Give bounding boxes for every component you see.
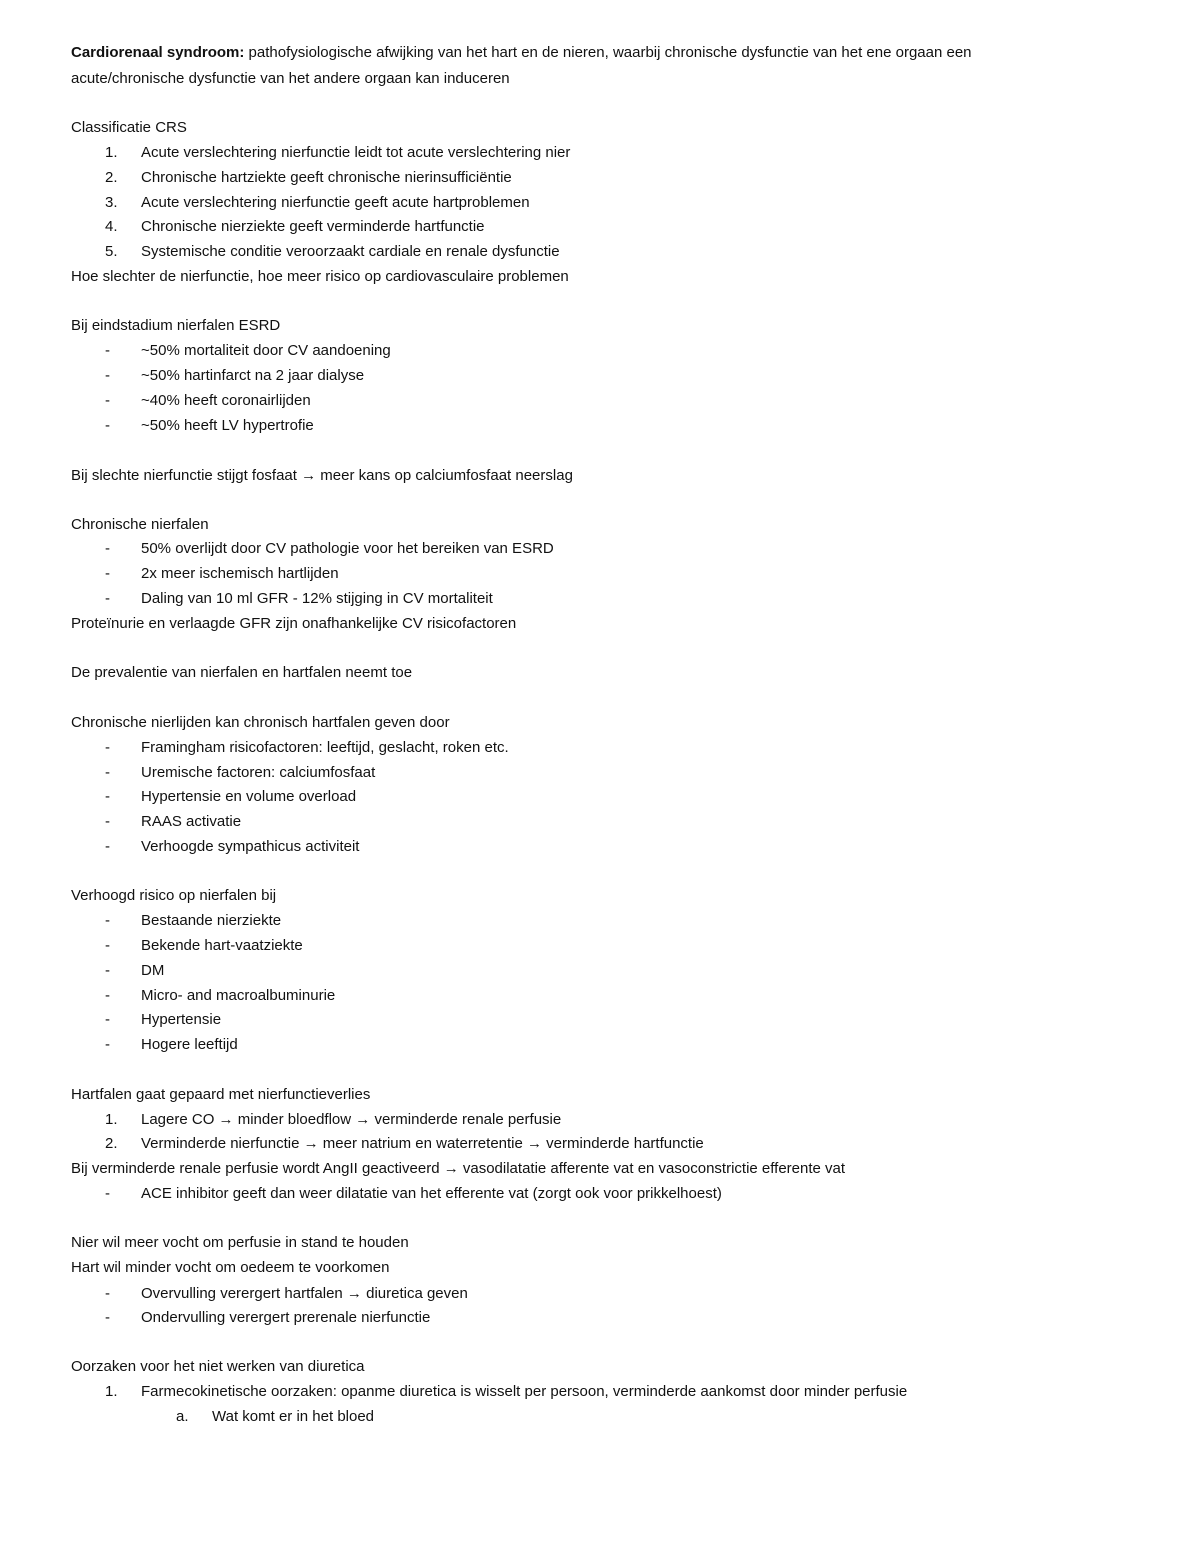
list-marker: -	[105, 1036, 110, 1053]
list-item	[105, 738, 509, 758]
list-text: Farmecokinetische oorzaken: opanme diuretica is wisselt per persoon, verminderde aankomst door minder perfusie	[141, 1383, 908, 1400]
list-marker: -	[105, 367, 110, 384]
intro-definition-1: pathofysiologische afwijking van het hart en de nieren, waarbij chronische dysfunctie van het ene orgaan een	[248, 44, 972, 61]
list-text: RAAS activatie	[141, 813, 242, 830]
list-text: DM	[141, 962, 165, 979]
list-item	[105, 564, 339, 584]
list-item	[105, 1010, 221, 1030]
list-item	[105, 1284, 468, 1304]
list-marker: -	[105, 813, 110, 830]
list-marker: -	[105, 392, 110, 409]
list-text: Verhoogde sympathicus activiteit	[141, 838, 360, 855]
list-item	[105, 763, 375, 783]
list-text: Hypertensie en volume overload	[141, 788, 357, 805]
list-item	[105, 391, 311, 411]
chronic-failure-heading: Chronische nierfalen	[71, 516, 209, 533]
diuretics-heading: Oorzaken voor het niet werken van diuretica	[71, 1358, 365, 1375]
list-item	[105, 986, 335, 1006]
list-marker: -	[105, 962, 110, 979]
list-marker: -	[105, 342, 110, 359]
intro-definition-2: acute/chronische dysfunctie van het andere orgaan kan induceren	[71, 70, 510, 87]
list-text: Chronische nierziekte geeft verminderde hartfunctie	[141, 218, 485, 235]
list-item	[105, 193, 530, 213]
list-text: Framingham risicofactoren: leeftijd, geslacht, roken etc.	[141, 739, 509, 756]
list-marker: -	[105, 590, 110, 607]
chronic-kidney-heading: Chronische nierlijden kan chronisch hartfalen geven door	[71, 714, 450, 731]
list-text: Wat komt er in het bloed	[212, 1408, 375, 1425]
list-marker: -	[105, 1185, 110, 1202]
list-text: Bekende hart-vaatziekte	[141, 937, 303, 954]
list-text: Acute verslechtering nierfunctie leidt tot acute verslechtering nier	[141, 144, 571, 161]
list-text: Overvulling verergert hartfalen → diuretica geven	[141, 1285, 468, 1302]
list-item	[105, 217, 485, 237]
intro-term: Cardiorenaal syndroom:	[71, 44, 245, 61]
list-marker: -	[105, 1309, 110, 1326]
list-marker: 2.	[105, 1135, 118, 1152]
list-text: ~50% mortaliteit door CV aandoening	[141, 342, 391, 359]
classification-heading: Classificatie CRS	[71, 119, 187, 136]
list-item	[105, 416, 314, 436]
classification-note: Hoe slechter de nierfunctie, hoe meer risico op cardiovasculaire problemen	[71, 268, 569, 285]
list-marker: -	[105, 937, 110, 954]
list-text: Uremische factoren: calciumfosfaat	[141, 764, 376, 781]
list-marker: -	[105, 838, 110, 855]
list-text: Ondervulling verergert prerenale nierfunctie	[141, 1309, 431, 1326]
risk-heading: Verhoogd risico op nierfalen bij	[71, 887, 277, 904]
list-text: Hogere leeftijd	[141, 1036, 238, 1053]
list-item	[105, 589, 493, 609]
list-marker: 1.	[105, 144, 118, 161]
chronic-failure-note: Proteïnurie en verlaagde GFR zijn onafhankelijke CV risicofactoren	[71, 615, 517, 632]
list-item	[105, 911, 281, 931]
list-text: Systemische conditie veroorzaakt cardiale en renale dysfunctie	[141, 243, 560, 260]
list-text: 2x meer ischemisch hartlijden	[141, 565, 339, 582]
list-marker: -	[105, 1285, 110, 1302]
list-item	[105, 242, 560, 262]
list-marker: a.	[176, 1408, 189, 1425]
fluid-line-1: Nier wil meer vocht om perfusie in stand te houden	[71, 1234, 409, 1251]
list-marker: -	[105, 912, 110, 929]
list-text: ~50% heeft LV hypertrofie	[141, 417, 314, 434]
list-item	[105, 1184, 722, 1204]
list-text: 50% overlijdt door CV pathologie voor het bereiken van ESRD	[141, 540, 554, 557]
list-item	[105, 1382, 907, 1402]
list-item	[105, 1110, 561, 1130]
list-text: Hypertensie	[141, 1011, 222, 1028]
list-marker: 3.	[105, 194, 118, 211]
list-item	[105, 936, 303, 956]
list-text: Verminderde nierfunctie → meer natrium en waterretentie → verminderde hartfunctie	[141, 1135, 704, 1152]
list-marker: -	[105, 565, 110, 582]
list-item	[105, 1308, 430, 1328]
list-item	[105, 539, 554, 559]
phosphate-line: Bij slechte nierfunctie stijgt fosfaat → meer kans op calciumfosfaat neerslag	[71, 467, 573, 484]
list-item	[105, 168, 512, 188]
list-marker: -	[105, 788, 110, 805]
list-item	[105, 143, 570, 163]
list-marker: 4.	[105, 218, 118, 235]
list-marker: 1.	[105, 1383, 118, 1400]
list-marker: -	[105, 987, 110, 1004]
list-text: Daling van 10 ml GFR - 12% stijging in CV mortaliteit	[141, 590, 493, 607]
list-text: ACE inhibitor geeft dan weer dilatatie van het efferente vat (zorgt ook voor prikkelhoest)	[141, 1185, 722, 1202]
list-marker: -	[105, 540, 110, 557]
list-text: Lagere CO → minder bloedflow → verminderde renale perfusie	[141, 1111, 562, 1128]
esrd-heading: Bij eindstadium nierfalen ESRD	[71, 317, 281, 334]
list-item	[105, 812, 241, 832]
list-text: Chronische hartziekte geeft chronische nierinsufficiëntie	[141, 169, 512, 186]
list-item	[176, 1407, 374, 1427]
list-text: Bestaande nierziekte	[141, 912, 282, 929]
list-marker: 1.	[105, 1111, 118, 1128]
intro-line-1	[71, 43, 972, 63]
list-item	[105, 787, 356, 807]
fluid-line-2: Hart wil minder vocht om oedeem te voorkomen	[71, 1259, 390, 1276]
list-text: ~40% heeft coronairlijden	[141, 392, 311, 409]
list-marker: 2.	[105, 169, 118, 186]
list-marker: -	[105, 764, 110, 781]
heart-failure-heading: Hartfalen gaat gepaard met nierfunctieverlies	[71, 1086, 371, 1103]
list-marker: -	[105, 739, 110, 756]
prevalence-line: De prevalentie van nierfalen en hartfalen neemt toe	[71, 664, 413, 681]
list-item	[105, 341, 391, 361]
list-item	[105, 837, 359, 857]
list-item	[105, 1134, 704, 1154]
heart-failure-note: Bij verminderde renale perfusie wordt AngII geactiveerd → vasodilatatie afferente vat en vasoconstrictie efferente vat	[71, 1160, 846, 1177]
list-text: ~50% hartinfarct na 2 jaar dialyse	[141, 367, 365, 384]
list-marker: -	[105, 417, 110, 434]
list-text: Micro- and macroalbuminurie	[141, 987, 336, 1004]
list-text: Acute verslechtering nierfunctie geeft acute hartproblemen	[141, 194, 530, 211]
list-item	[105, 366, 364, 386]
list-marker: -	[105, 1011, 110, 1028]
list-marker: 5.	[105, 243, 118, 260]
list-item	[105, 961, 164, 981]
list-item	[105, 1035, 238, 1055]
